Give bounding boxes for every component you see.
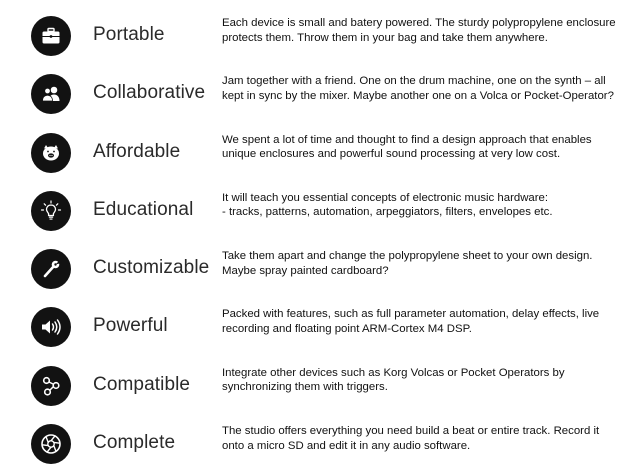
feature-title: Affordable xyxy=(93,140,181,162)
feature-row-customizable xyxy=(0,237,640,295)
piggy-bank-icon xyxy=(31,133,71,173)
feature-row-collaborative xyxy=(0,62,640,120)
aperture-icon xyxy=(31,424,71,464)
feature-description: Packed with features, such as full parameter automation, delay effects, live recording and floating point ARM-Cortex M4 DSP. xyxy=(222,308,600,335)
feature-row-portable xyxy=(0,4,640,62)
wrench-icon xyxy=(31,249,71,289)
feature-description: The studio offers everything you need build a beat or entire track. Record it onto a micro SD and edit it in any audio software. xyxy=(222,425,600,452)
feature-title: Portable xyxy=(93,24,165,45)
feature-description: Take them apart and change the polypropylene sheet to your own design. Maybe spray painted cardboard? xyxy=(222,250,593,277)
speaker-icon xyxy=(31,307,71,347)
feature-title: Collaborative xyxy=(93,82,206,104)
feature-description: Each device is small and batery powered. The sturdy polypropylene enclosure protects them. Throw them in your bag and take them anywhere. xyxy=(222,17,616,44)
feature-title: Complete xyxy=(93,432,176,454)
briefcase-icon xyxy=(31,16,71,56)
feature-description: It will teach you essential concepts of electronic music hardware: - tracks, patterns, automation, arpeggiators, filters, envelopes etc. xyxy=(222,191,553,219)
feature-description: We spent a lot of time and thought to find a design approach that enables unique enclosures and powerful sound processing at very low cost. xyxy=(222,133,592,161)
feature-row-compatible xyxy=(0,354,640,412)
feature-description: Integrate other devices such as Korg Volcas or Pocket Operators by synchronizing them with triggers. xyxy=(222,366,565,394)
feature-row-powerful xyxy=(0,295,640,353)
feature-row-complete xyxy=(0,412,640,470)
lightbulb-icon xyxy=(31,191,71,231)
feature-row-affordable xyxy=(0,121,640,179)
feature-title: Customizable xyxy=(93,257,210,279)
feature-description: Jam together with a friend. One on the drum machine, one on the synth – all kept in sync by the mixer. Maybe another one on a Volca or Pocket-Operator? xyxy=(222,75,614,102)
users-icon xyxy=(31,74,71,114)
connection-icon xyxy=(31,366,71,406)
feature-title: Compatible xyxy=(93,373,191,395)
feature-list xyxy=(0,4,640,470)
feature-row-educational xyxy=(0,179,640,237)
feature-title: Powerful xyxy=(93,315,168,337)
feature-title: Educational xyxy=(93,198,194,220)
